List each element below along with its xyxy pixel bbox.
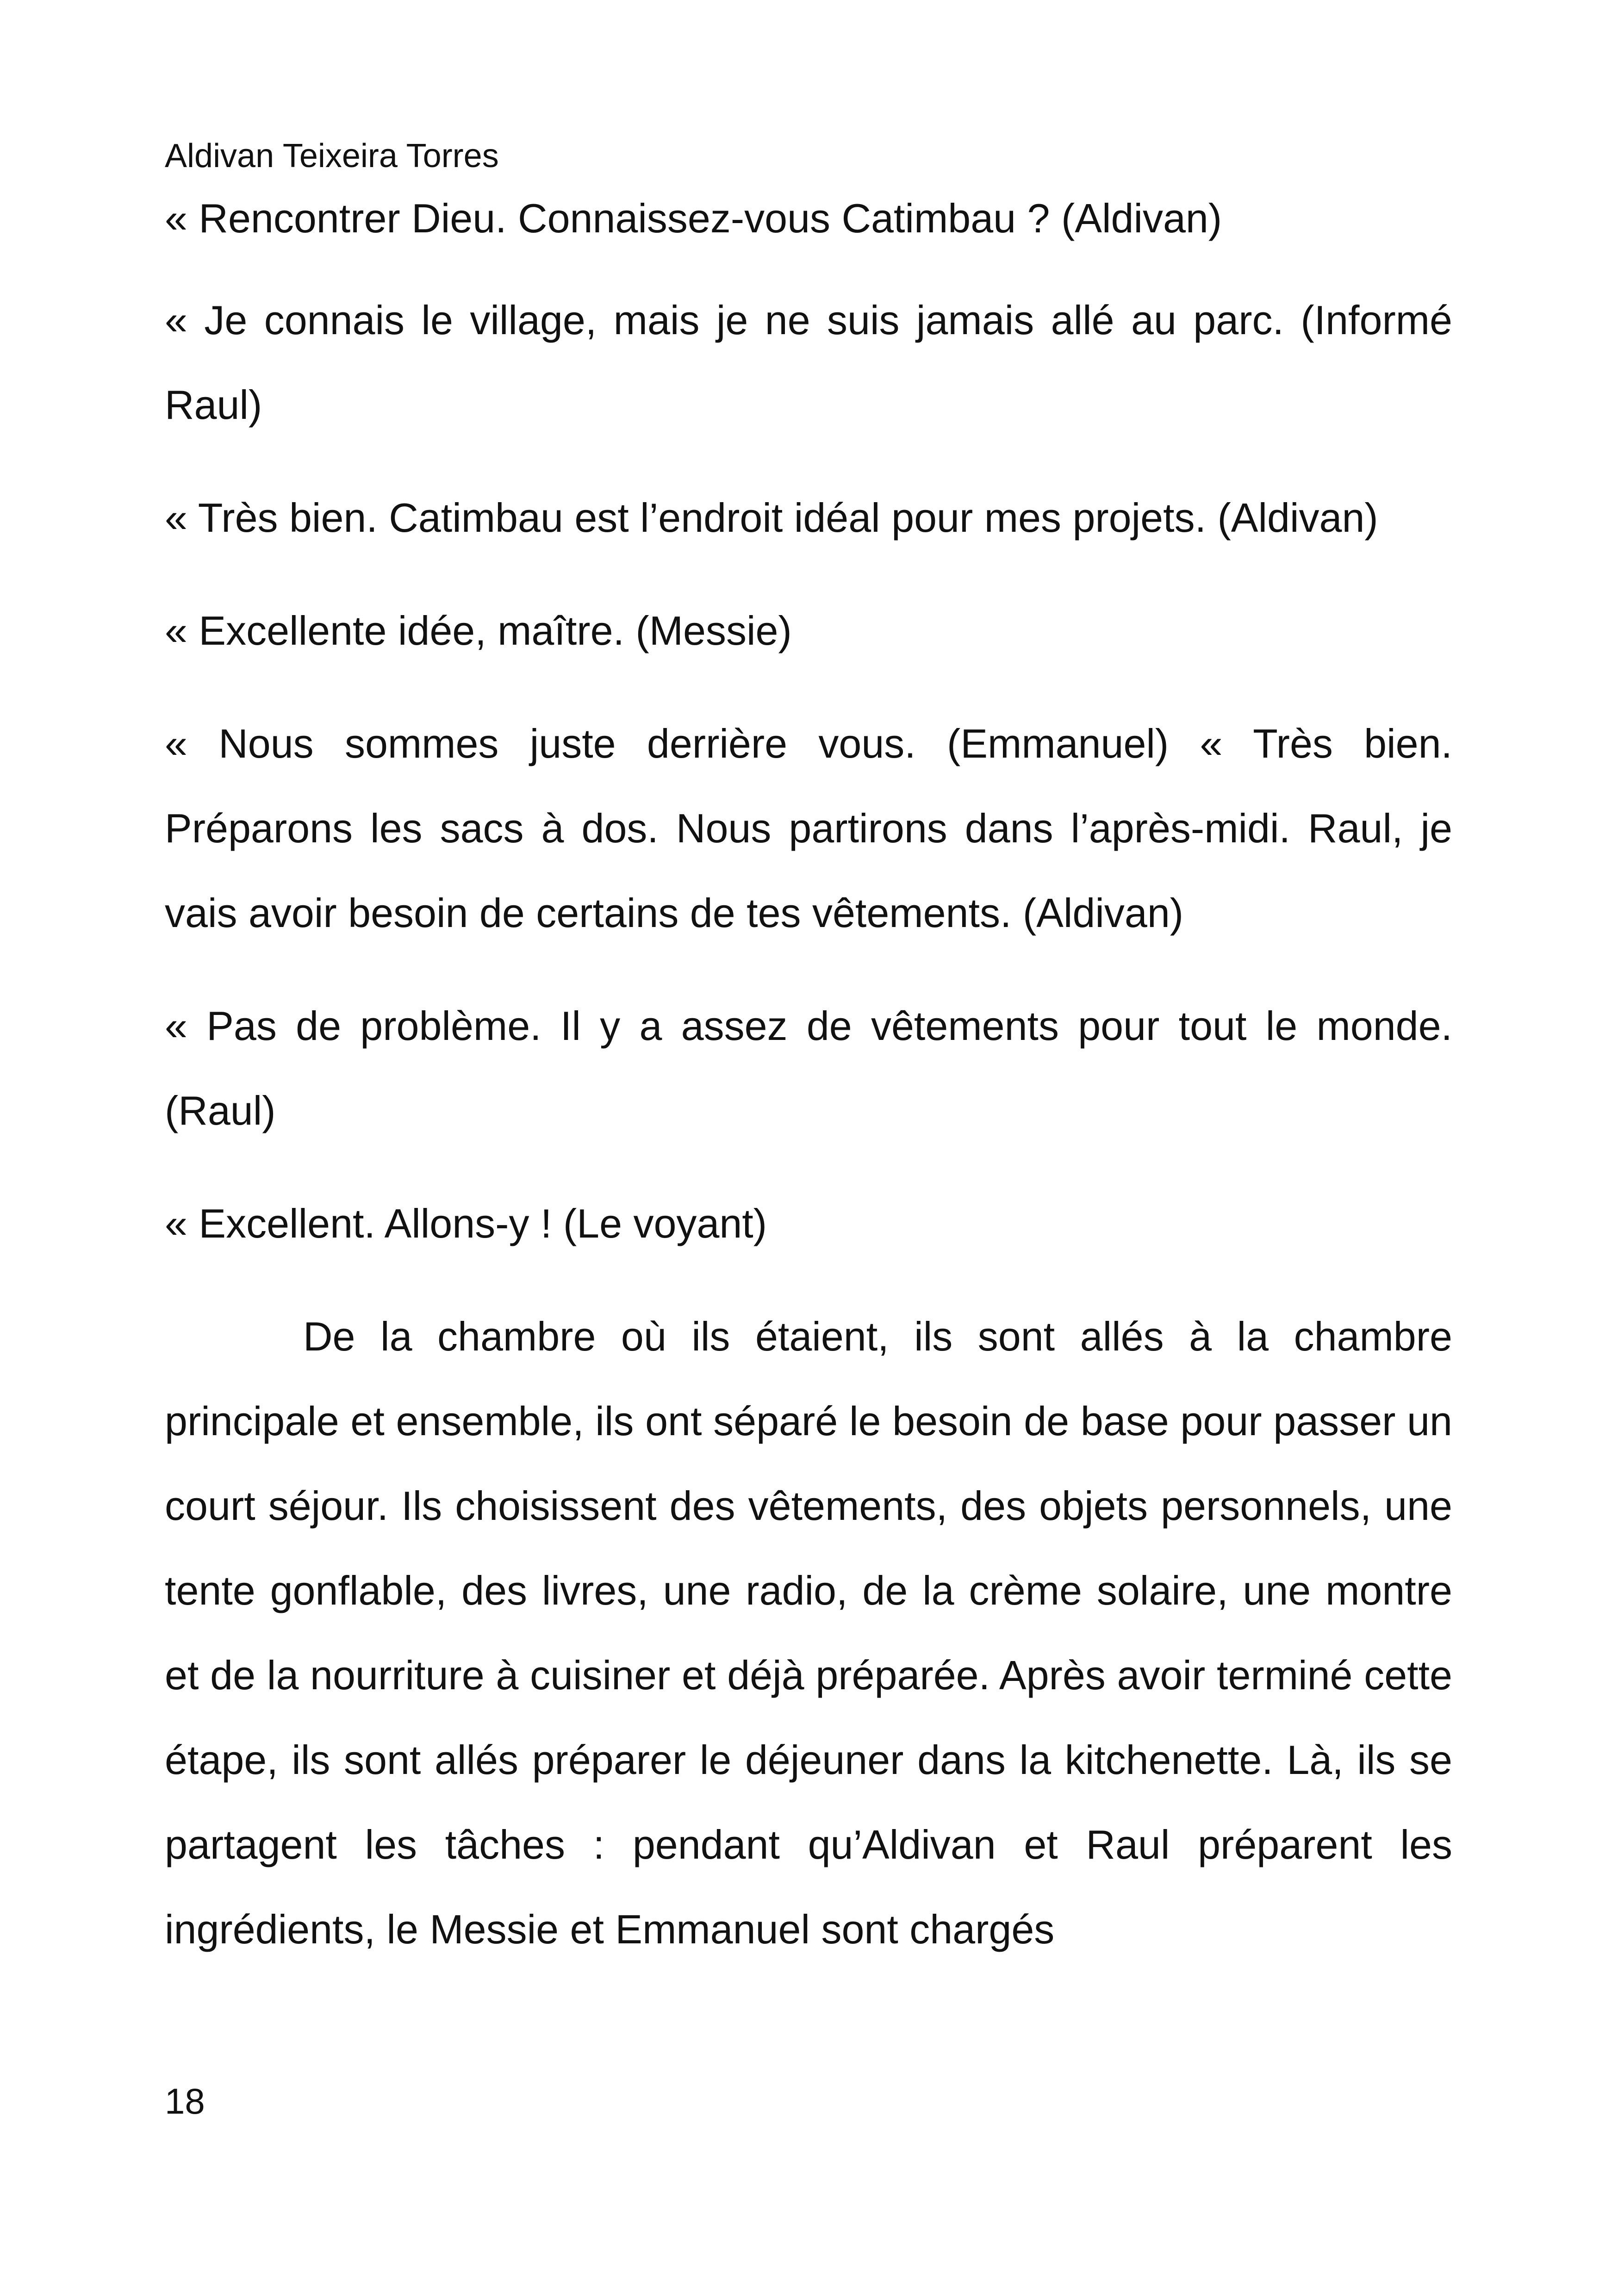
dialogue-line: « Rencontrer Dieu. Connaissez-vous Catimbau ? (Aldivan) [165, 195, 1222, 241]
dialogue-line: « Je connais le village, mais je ne suis jamais allé au parc. (Informé Raul) [165, 297, 1452, 428]
running-header-author: Aldivan Teixeira Torres [165, 137, 499, 174]
page-number: 18 [165, 2081, 205, 2122]
dialogue-line: « Nous sommes juste derrière vous. (Emmanuel) « Très bien. Préparons les sacs à dos. Nous partirons dans l’après-midi. Raul, je vais avoir besoin de certains de tes vêtements. (Aldivan) [165, 721, 1452, 936]
body-text [165, 186, 1452, 1972]
dialogue-line: « Très bien. Catimbau est l’endroit idéal pour mes projets. (Aldivan) [165, 495, 1378, 541]
dialogue-line: « Pas de problème. Il y a assez de vêtements pour tout le monde. (Raul) [165, 1003, 1452, 1133]
dialogue-line: « Excellent. Allons-y ! (Le voyant) [165, 1201, 767, 1246]
dialogue-line: « Excellente idée, maître. (Messie) [165, 608, 792, 653]
narrative-paragraph: De la chambre où ils étaient, ils sont allés à la chambre principale et ensemble, ils ont séparé le besoin de base pour passer un court séjour. Ils choisissent des vêtements, des objets personnels, une tente gonflable, des livres, une radio, de la crème solaire, une montre et de la nourriture à cuisiner et déjà préparée. Après avoir terminé cette étape, ils sont allés préparer le déjeuner dans la kitchenette. Là, ils se partagent les tâches : pendant qu’Aldivan et Raul préparent les ingrédients, le Messie et Emmanuel sont chargés [165, 1313, 1452, 1952]
